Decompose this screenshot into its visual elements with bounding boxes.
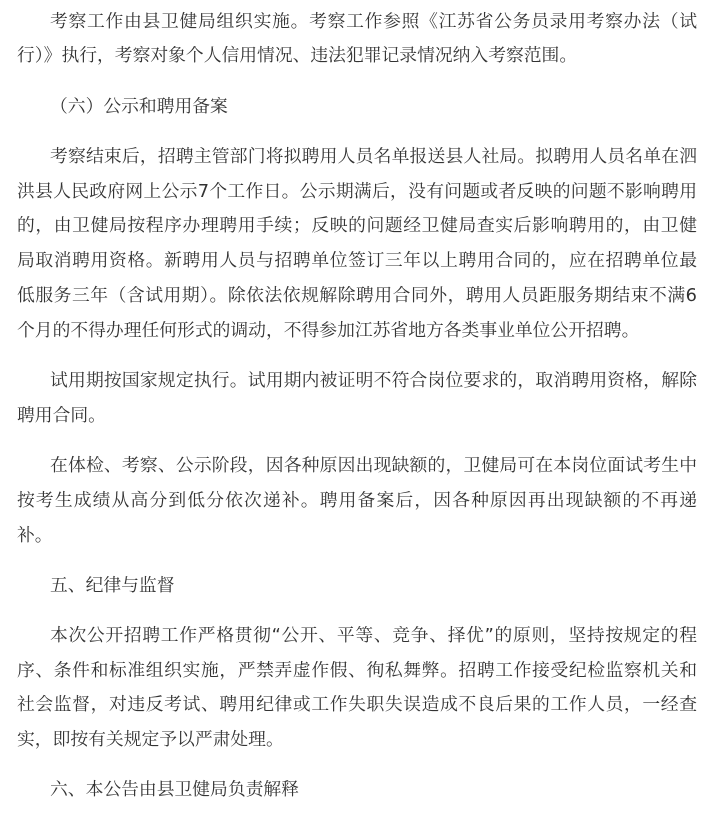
paragraph-line: 按考生成绩从高分到低分依次递补。聘用备案后，因各种原因再出现缺额的不再递 <box>17 489 697 511</box>
paragraph-line: 序、条件和标准组织实施，严禁弄虚作假、徇私舞弊。招聘工作接受纪检监察机关和 <box>17 659 697 681</box>
section-heading-discipline-supervision: 五、纪律与监督 <box>50 574 175 596</box>
paragraph-line: 考察结束后，招聘主管部门将拟聘用人员名单报送县人社局。拟聘用人员名单在泗 <box>50 145 697 167</box>
paragraph-discipline <box>17 619 697 758</box>
paragraph-publicity-and-hiring <box>17 140 697 349</box>
paragraph-probation <box>17 364 697 434</box>
paragraph-line: 补。 <box>17 524 53 546</box>
paragraph-line: 局取消聘用资格。新聘用人员与招聘单位签订三年以上聘用合同的，应在招聘单位最 <box>17 250 697 272</box>
paragraph-vacancy-replacement <box>17 449 697 553</box>
paragraph-line: 个月的不得办理任何形式的调动，不得参加江苏省地方各类事业单位公开招聘。 <box>17 319 640 341</box>
paragraph-line: 洪县人民政府网上公示7个工作日。公示期满后，没有问题或者反映的问题不影响聘用 <box>17 180 697 202</box>
section-heading-interpretation: 六、本公告由县卫健局负责解释 <box>50 779 299 801</box>
paragraph-line: 聘用合同。 <box>17 404 106 426</box>
paragraph-line: 考察工作由县卫健局组织实施。考察工作参照《江苏省公务员录用考察办法（试 <box>50 10 697 32</box>
paragraph-line: 低服务三年（含试用期）。除依法依规解除聘用合同外，聘用人员距服务期结束不满6 <box>17 284 697 306</box>
paragraph-line: 试用期按国家规定执行。试用期内被证明不符合岗位要求的，取消聘用资格，解除 <box>50 369 697 391</box>
paragraph-line: 在体检、考察、公示阶段，因各种原因出现缺额的，卫健局可在本岗位面试考生中 <box>50 454 697 476</box>
subsection-heading-publicity-filing: （六）公示和聘用备案 <box>50 95 228 117</box>
paragraph-line: 实，即按有关规定予以严肃处理。 <box>17 729 284 751</box>
paragraph-line: 社会监督，对违反考试、聘用纪律或工作失职失误造成不良后果的工作人员，一经查 <box>17 694 697 716</box>
paragraph-inspection-implementation <box>17 5 697 75</box>
paragraph-line: 行）》执行，考察对象个人信用情况、违法犯罪记录情况纳入考察范围。 <box>17 45 578 67</box>
paragraph-line: 的，由卫健局按程序办理聘用手续；反映的问题经卫健局查实后影响聘用的，由卫健 <box>17 215 697 237</box>
paragraph-line: 本次公开招聘工作严格贯彻“公开、平等、竞争、择优”的原则，坚持按规定的程 <box>50 624 697 646</box>
